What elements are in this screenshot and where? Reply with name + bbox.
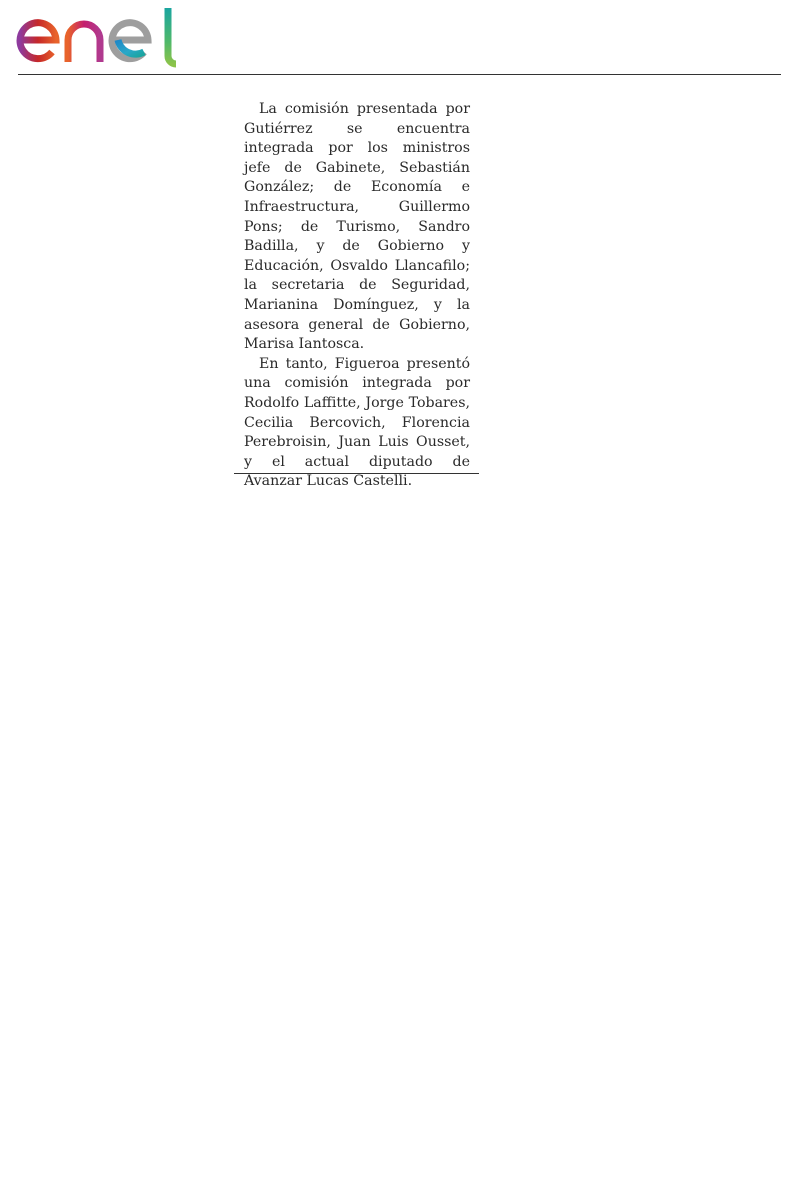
enel-wordmark-logo [16, 4, 182, 68]
enel-logo [16, 4, 182, 68]
article-end-divider [234, 473, 479, 474]
page-header [0, 0, 800, 80]
header-divider [18, 74, 781, 75]
article-paragraph-2: En tanto, Figueroa presentó una comisión integrada por Rodolfo Laffitte, Jorge Tobares, Cecilia Bercovich, Florencia Perebroisin, Juan Luis Ousset, y el actual diputado de Avanzar Lucas Castelli. [244, 355, 470, 490]
article-paragraph-1: La comisión presentada por Gutiérrez se encuentra integrada por los ministros jefe de Gabinete, Sebastián González; de Economía e Infraestructura, Guillermo Pons; de Turismo, Sandro Badilla, y de Gobierno y Educación, Osvaldo Llancafilo; la secretaria de Seguridad, Marianina Domínguez, y la asesora general de Gobierno, Marisa Iantosca. [244, 101, 470, 353]
article-column [244, 100, 470, 492]
